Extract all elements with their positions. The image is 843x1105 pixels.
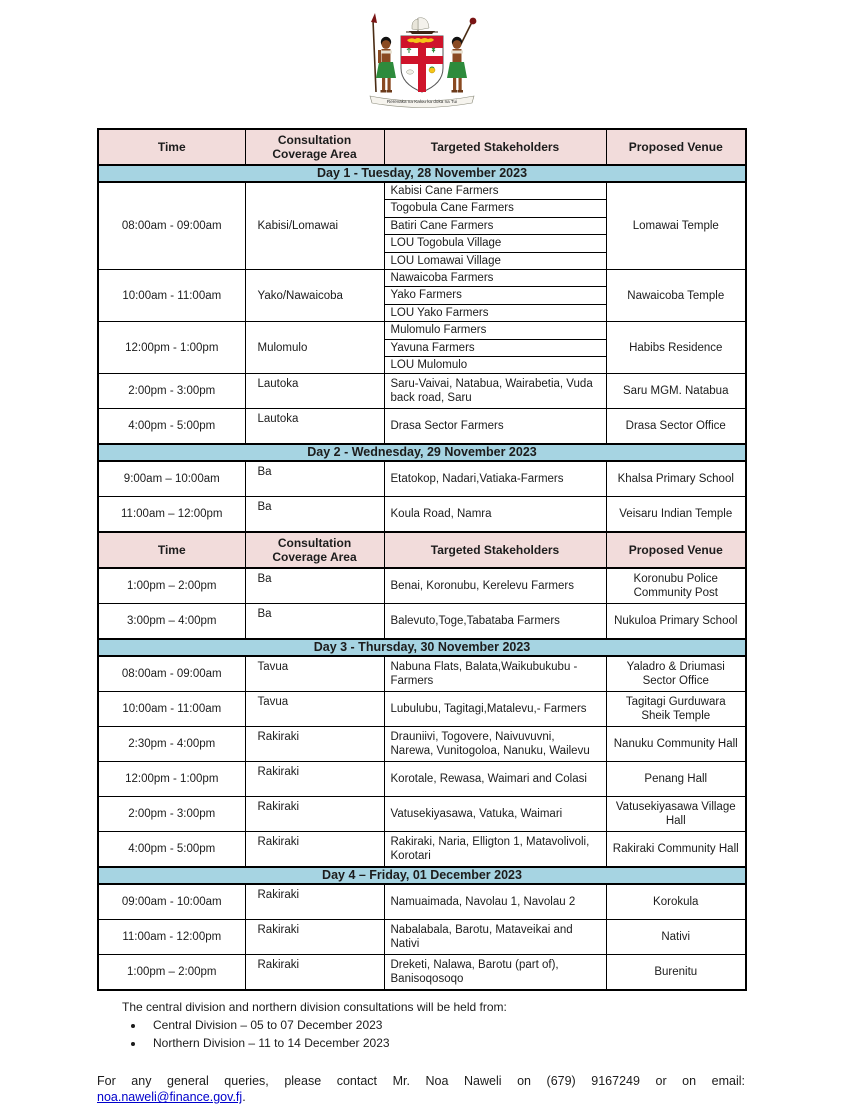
venue-cell: Drasa Sector Office (606, 409, 746, 445)
table-row (98, 374, 746, 409)
time-cell: 09:00am - 10:00am (98, 884, 245, 920)
email-suffix: . (242, 1090, 246, 1105)
day-band-row (98, 639, 746, 656)
time-cell: 12:00pm - 1:00pm (98, 762, 245, 797)
time-cell: 1:00pm – 2:00pm (98, 568, 245, 604)
stakeholder-item: Nawaicoba Farmers (385, 270, 606, 287)
venue-cell: Korokula (606, 884, 746, 920)
venue-cell: Yaladro & Driumasi Sector Office (606, 656, 746, 692)
table-row (98, 497, 746, 533)
day-band-row (98, 165, 746, 182)
table-row (98, 461, 746, 497)
column-header: Proposed Venue (606, 532, 746, 568)
time-cell: 08:00am - 09:00am (98, 656, 245, 692)
column-header: Consultation Coverage Area (245, 532, 384, 568)
notes-section (97, 999, 745, 1051)
stakeholders-cell: Korotale, Rewasa, Waimari and Colasi (384, 762, 606, 797)
time-cell: 10:00am - 11:00am (98, 692, 245, 727)
stakeholder-item: LOU Togobula Village (385, 235, 606, 252)
stakeholders-cell: Saru-Vaivai, Natabua, Wairabetia, Vuda back road, Saru (384, 374, 606, 409)
shield (401, 36, 443, 92)
area-cell: Rakiraki (245, 920, 384, 955)
stakeholders-cell: Drauniivi, Togovere, Naivuvuvni, Narewa, Vunitogoloa, Nanuku, Wailevu (384, 727, 606, 762)
stakeholder-item: Mulomulo Farmers (385, 322, 606, 339)
venue-cell: Rakiraki Community Hall (606, 832, 746, 868)
venue-cell: Veisaru Indian Temple (606, 497, 746, 533)
area-cell: Ba (245, 568, 384, 604)
stakeholder-item: Togobula Cane Farmers (385, 200, 606, 217)
notes-intro: The central division and northern division consultations will be held from: (122, 1000, 507, 1015)
table-row (98, 568, 746, 604)
stakeholders-cell: Nabalabala, Barotu, Mataveikai and Nativi (384, 920, 606, 955)
stakeholders-cell: Koula Road, Namra (384, 497, 606, 533)
area-cell: Rakiraki (245, 762, 384, 797)
table-row (98, 920, 746, 955)
table-header-row (98, 129, 746, 165)
area-cell: Tavua (245, 656, 384, 692)
venue-cell: Saru MGM. Natabua (606, 374, 746, 409)
area-cell: Mulomulo (245, 322, 384, 374)
area-cell: Rakiraki (245, 884, 384, 920)
venue-cell: Vatusekiyasawa Village Hall (606, 797, 746, 832)
time-cell: 2:00pm - 3:00pm (98, 797, 245, 832)
email-link[interactable]: noa.naweli@finance.gov.fj (97, 1090, 243, 1105)
stakeholders-cell (384, 269, 606, 321)
time-cell: 4:00pm - 5:00pm (98, 409, 245, 445)
table-row (98, 269, 746, 321)
area-cell: Ba (245, 604, 384, 640)
motto-banner (370, 96, 474, 108)
motto-text: Rerevaka na Kalou ka doka na Tui (386, 99, 457, 104)
area-cell: Rakiraki (245, 955, 384, 991)
area-cell: Lautoka (245, 409, 384, 445)
right-warrior (447, 18, 476, 93)
stakeholders-cell: Etatokop, Nadari,Vatiaka-Farmers (384, 461, 606, 497)
table-row (98, 955, 746, 991)
stakeholders-cell: Rakiraki, Naria, Elligton 1, Matavolivoli, Korotari (384, 832, 606, 868)
venue-cell: Koronubu Police Community Post (606, 568, 746, 604)
time-cell: 1:00pm – 2:00pm (98, 955, 245, 991)
area-cell: Yako/Nawaicoba (245, 269, 384, 321)
venue-cell: Nanuku Community Hall (606, 727, 746, 762)
notes-list (97, 1017, 745, 1051)
stakeholder-item: LOU Yako Farmers (390, 306, 489, 319)
time-cell: 08:00am - 09:00am (98, 182, 245, 269)
venue-cell: Burenitu (606, 955, 746, 991)
area-cell: Tavua (245, 692, 384, 727)
table-header-row (98, 532, 746, 568)
venue-cell: Tagitagi Gurduwara Sheik Temple (606, 692, 746, 727)
table-row (98, 604, 746, 640)
schedule-table-body (98, 129, 746, 990)
note-bullet-northern-division: • Northern Division – 11 to 14 December 2023 (145, 1035, 745, 1051)
column-header: Time (98, 532, 245, 568)
stakeholders-cell: Balevuto,Toge,Tabataba Farmers (384, 604, 606, 640)
time-cell: 11:00am - 12:00pm (98, 920, 245, 955)
time-cell: 11:00am – 12:00pm (98, 497, 245, 533)
contact-text: For any general queries, please contact Mr. Noa Naweli on (679) 9167249 or on email: (97, 1074, 745, 1089)
column-header: Targeted Stakeholders (384, 129, 606, 165)
table-row (98, 727, 746, 762)
table-row (98, 656, 746, 692)
table-row (98, 884, 746, 920)
area-cell: Rakiraki (245, 797, 384, 832)
canoe-icon (406, 18, 438, 34)
document-content (97, 128, 745, 1105)
time-cell: 2:30pm - 4:00pm (98, 727, 245, 762)
venue-cell: Lomawai Temple (606, 182, 746, 269)
area-cell: Rakiraki (245, 832, 384, 868)
emblem-container (0, 10, 843, 110)
column-header: Targeted Stakeholders (384, 532, 606, 568)
stakeholders-cell: Drasa Sector Farmers (384, 409, 606, 445)
venue-cell: Habibs Residence (606, 322, 746, 374)
area-cell: Ba (245, 461, 384, 497)
stakeholders-cell: Vatusekiyasawa, Vatuka, Waimari (384, 797, 606, 832)
time-cell: 12:00pm - 1:00pm (98, 322, 245, 374)
table-row (98, 762, 746, 797)
time-cell: 4:00pm - 5:00pm (98, 832, 245, 868)
area-cell: Kabisi/Lomawai (245, 182, 384, 269)
venue-cell: Khalsa Primary School (606, 461, 746, 497)
stakeholder-item: Batiri Cane Farmers (385, 218, 606, 235)
day-band: Day 3 - Thursday, 30 November 2023 (98, 639, 746, 656)
stakeholder-item: LOU Lomawai Village (390, 254, 501, 267)
venue-cell: Penang Hall (606, 762, 746, 797)
contact-email-line (97, 1089, 745, 1105)
table-row (98, 409, 746, 445)
table-row (98, 797, 746, 832)
day-band: Day 4 – Friday, 01 December 2023 (98, 867, 746, 884)
area-cell: Ba (245, 497, 384, 533)
day-band-row (98, 867, 746, 884)
stakeholder-item: LOU Mulomulo (390, 358, 468, 371)
stakeholders-cell (384, 322, 606, 374)
area-cell: Lautoka (245, 374, 384, 409)
column-header: Proposed Venue (606, 129, 746, 165)
left-warrior (371, 13, 396, 93)
table-row (98, 692, 746, 727)
day-band: Day 1 - Tuesday, 28 November 2023 (98, 165, 746, 182)
area-cell: Rakiraki (245, 727, 384, 762)
time-cell: 3:00pm – 4:00pm (98, 604, 245, 640)
stakeholders-cell (384, 182, 606, 269)
table-row (98, 182, 746, 269)
stakeholders-cell: Nabuna Flats, Balata,Waikubukubu -Farmers (384, 656, 606, 692)
contact-section (97, 1073, 745, 1105)
stakeholder-item: Yako Farmers (385, 287, 606, 304)
stakeholder-item: Kabisi Cane Farmers (385, 183, 606, 200)
time-cell: 10:00am - 11:00am (98, 269, 245, 321)
day-band: Day 2 - Wednesday, 29 November 2023 (98, 444, 746, 461)
time-cell: 2:00pm - 3:00pm (98, 374, 245, 409)
note-bullet-central-division: • Central Division – 05 to 07 December 2023 (145, 1017, 745, 1033)
stakeholder-item: Yavuna Farmers (385, 340, 606, 357)
schedule-table (97, 128, 747, 991)
column-header: Consultation Coverage Area (245, 129, 384, 165)
column-header: Time (98, 129, 245, 165)
fiji-coat-of-arms (356, 10, 488, 110)
stakeholders-cell: Dreketi, Nalawa, Barotu (part of), Banisoqosoqo (384, 955, 606, 991)
time-cell: 9:00am – 10:00am (98, 461, 245, 497)
stakeholders-cell: Benai, Koronubu, Kerelevu Farmers (384, 568, 606, 604)
stakeholders-cell: Namuaimada, Navolau 1, Navolau 2 (384, 884, 606, 920)
venue-cell: Nawaicoba Temple (606, 269, 746, 321)
venue-cell: Nativi (606, 920, 746, 955)
stakeholders-cell: Lubulubu, Tagitagi,Matalevu,- Farmers (384, 692, 606, 727)
table-row (98, 322, 746, 374)
day-band-row (98, 444, 746, 461)
table-row (98, 832, 746, 868)
venue-cell: Nukuloa Primary School (606, 604, 746, 640)
